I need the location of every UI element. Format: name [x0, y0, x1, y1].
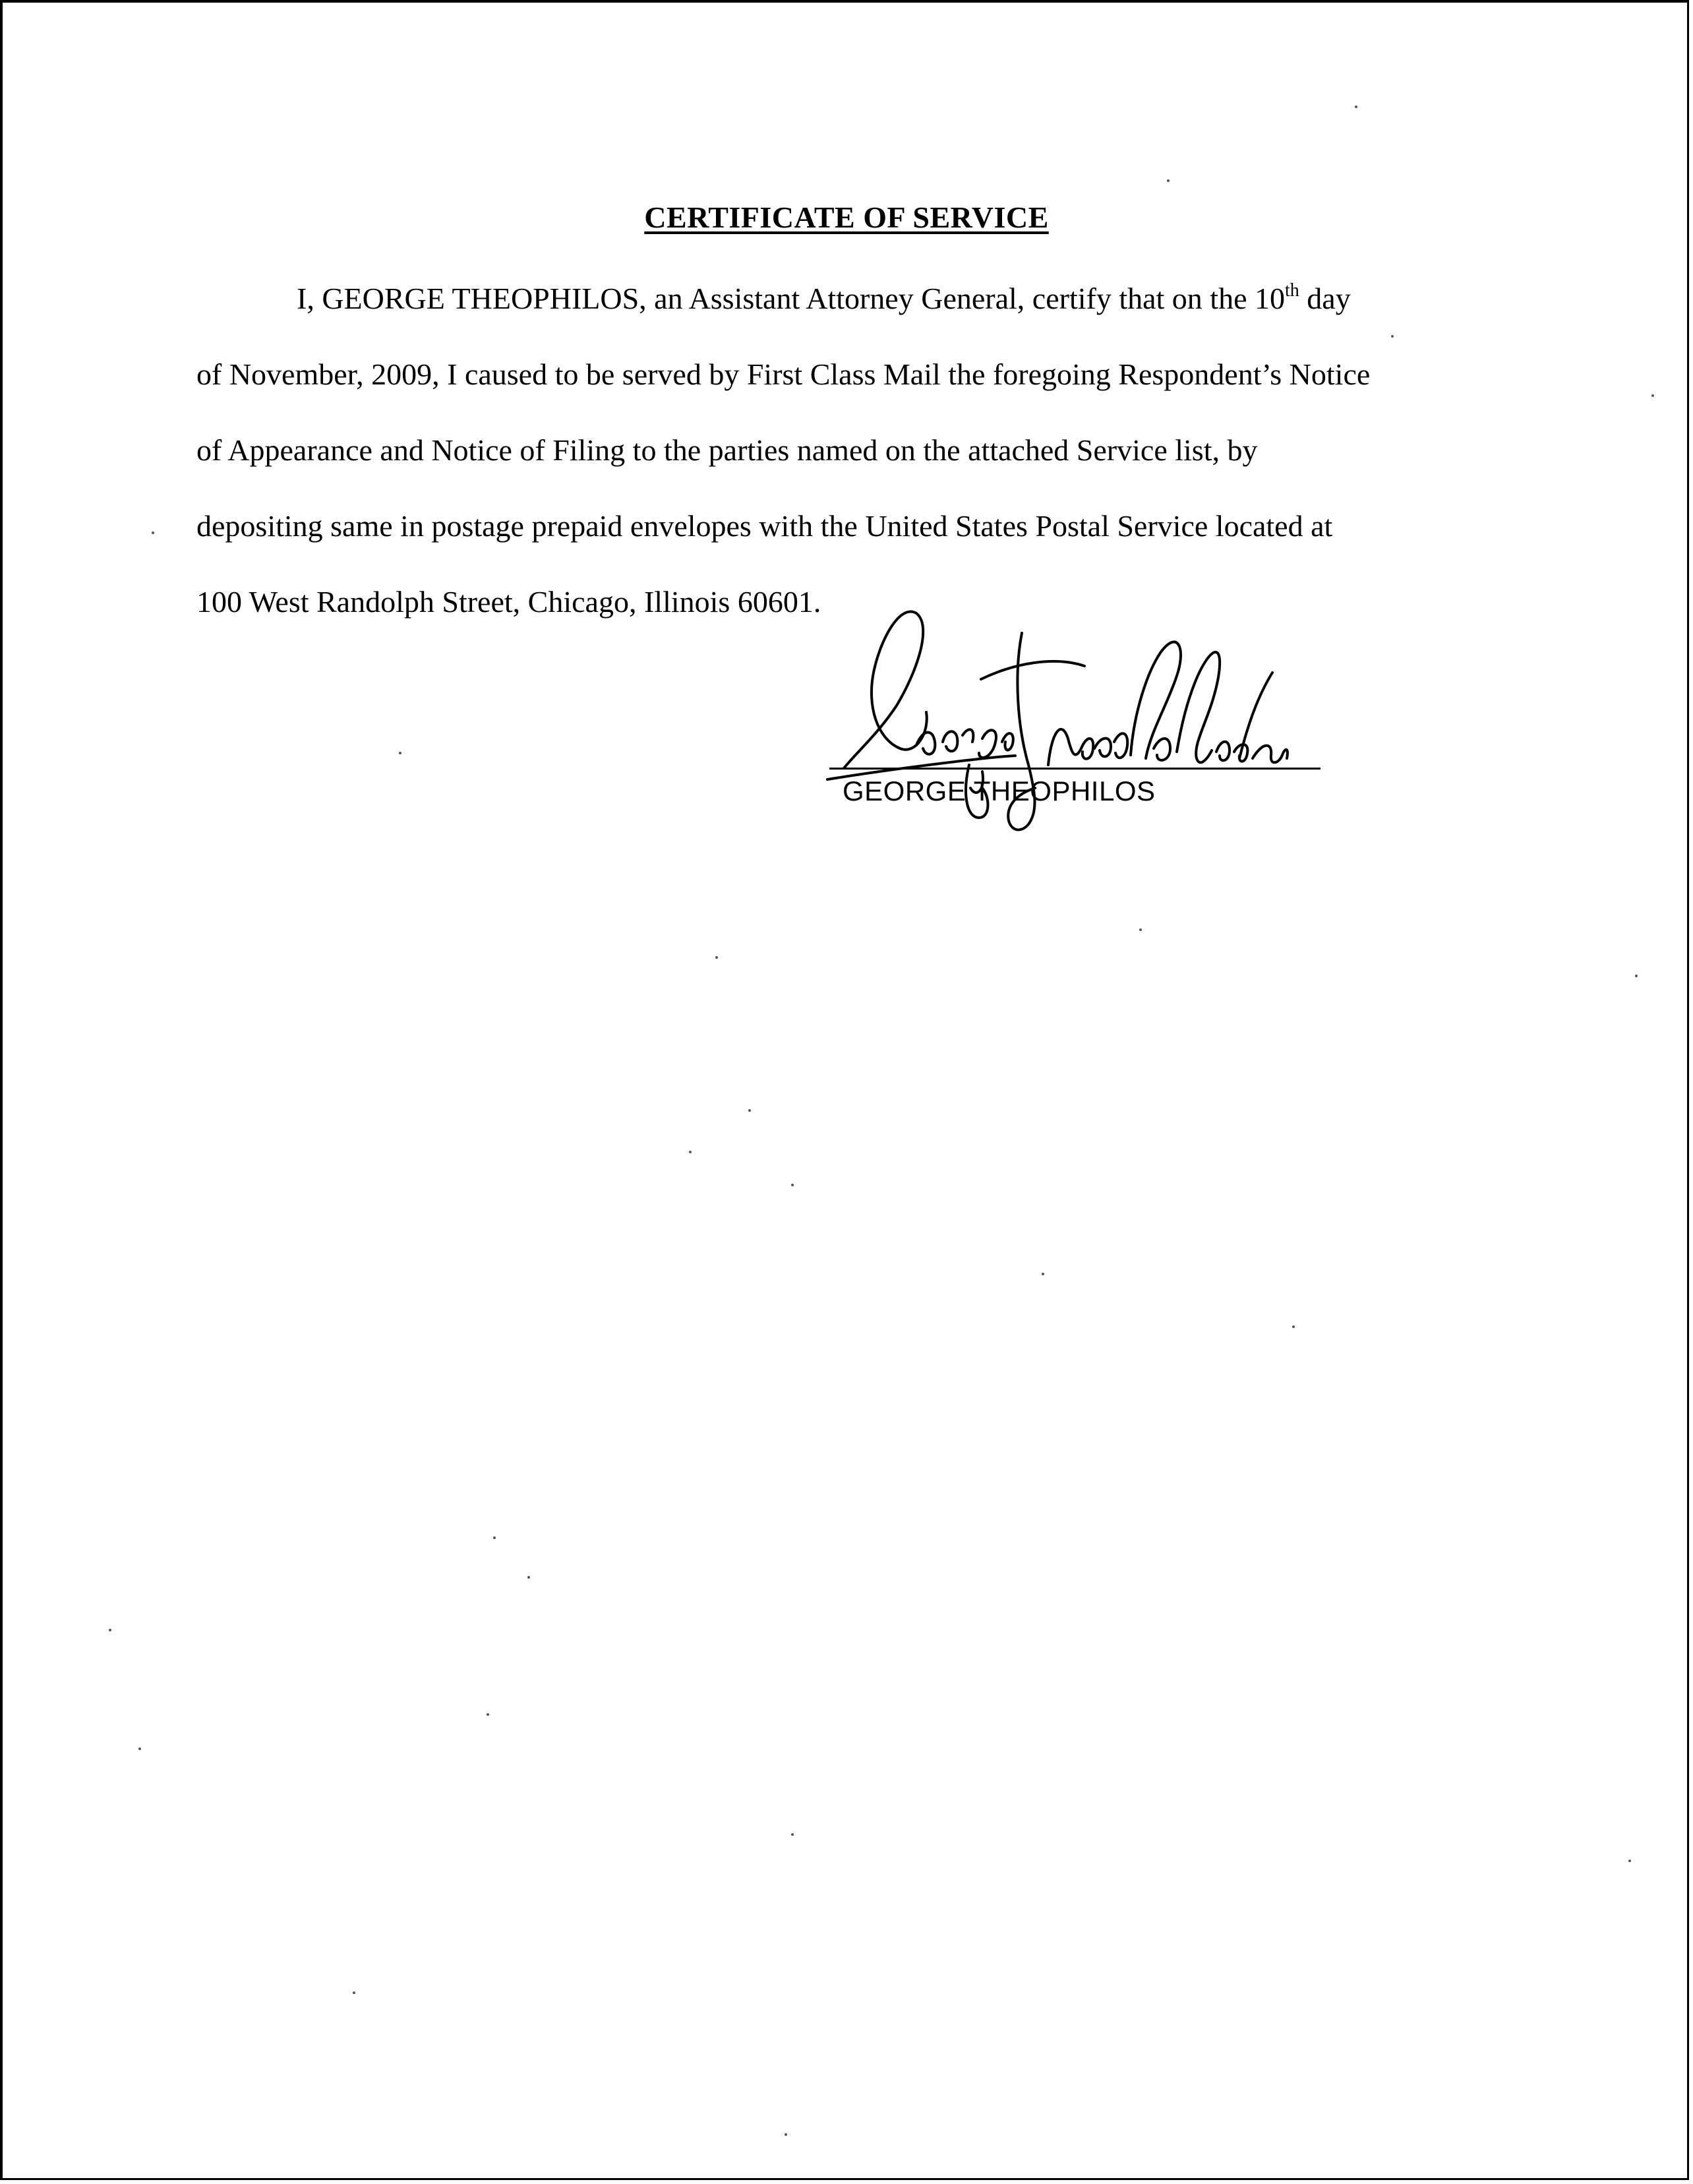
scan-speck: [527, 1576, 530, 1579]
paragraph-line-1-end: day: [1299, 282, 1351, 315]
document-title: CERTIFICATE OF SERVICE: [644, 200, 1049, 234]
scan-speck: [487, 1713, 489, 1716]
scan-speck: [1292, 1325, 1295, 1328]
scan-speck: [399, 752, 401, 754]
signatory-name: GEORGE THEOPHILOS: [843, 775, 1156, 806]
scan-speck: [1139, 928, 1142, 931]
paragraph-line-1: [297, 279, 1351, 323]
paragraph-line-5: 100 West Randolph Street, Chicago, Illinois 60601.: [196, 585, 821, 619]
scan-speck: [353, 1991, 355, 1994]
scan-speck: [1635, 975, 1638, 977]
scan-speck: [1391, 335, 1394, 338]
paragraph-line-1-text: I, GEORGE THEOPHILOS, an Assistant Attorney General, certify that on the 10: [297, 282, 1285, 315]
scan-speck: [1651, 394, 1654, 397]
paragraph-line-4: depositing same in postage prepaid envelopes with the United States Postal Service located at: [196, 509, 1333, 543]
scan-speck: [1355, 106, 1357, 108]
scan-speck: [785, 2133, 787, 2136]
paragraph-line-2: of November, 2009, I caused to be served by First Class Mail the foregoing Respondent’s Notice: [196, 357, 1371, 391]
scan-speck: [138, 1747, 141, 1750]
scan-speck: [109, 1629, 111, 1631]
scan-speck: [791, 1184, 794, 1186]
scan-speck: [1628, 1860, 1631, 1862]
scan-speck: [1167, 179, 1170, 182]
signature-line: [829, 768, 1321, 770]
scan-speck: [493, 1536, 496, 1539]
scan-speck: [791, 1833, 794, 1836]
scan-speck: [1042, 1273, 1044, 1275]
scan-speck: [748, 1109, 751, 1112]
scan-speck: [715, 956, 718, 959]
paragraph-line-3: of Appearance and Notice of Filing to the parties named on the attached Service list, by: [196, 433, 1258, 467]
ordinal-suffix: th: [1285, 280, 1299, 301]
scan-speck: [152, 531, 154, 534]
scan-speck: [689, 1151, 692, 1153]
